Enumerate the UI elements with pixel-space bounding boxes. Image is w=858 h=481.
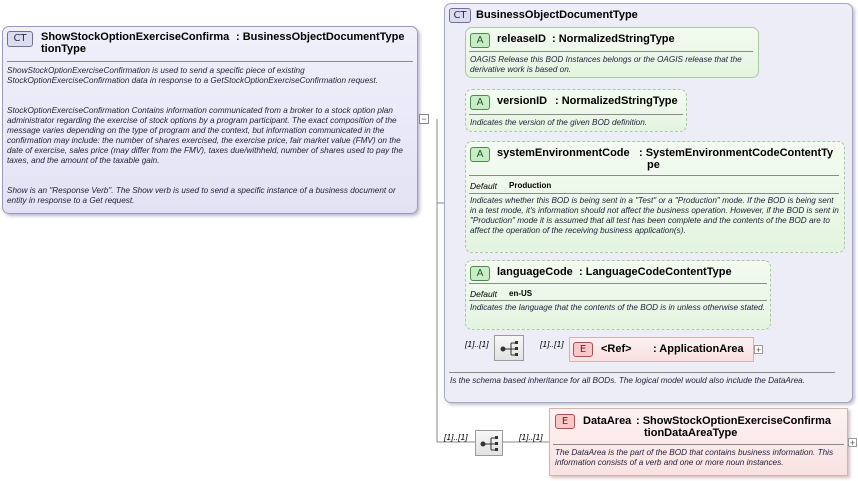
attribute-type-cont: pe xyxy=(647,159,660,171)
root-doc-3: Show is an "Response Verb". The Show verb is used to send a specific instance of a business document or entity in response to a Get request. xyxy=(7,186,396,205)
divider xyxy=(469,114,683,115)
attribute-icon: A xyxy=(470,266,490,281)
sequence-icon xyxy=(495,336,525,362)
default-label: Default xyxy=(470,181,497,191)
attribute-system-environment-code[interactable] xyxy=(465,141,845,253)
root-doc-1: ShowStockOptionExerciseConfirmation is used to send a specific piece of existing StockOptionExerciseConfirmation data in response to a GetStockOptionExerciseConfirmation request. xyxy=(7,66,378,85)
divider xyxy=(469,51,753,52)
attribute-name: releaseID xyxy=(497,33,546,45)
attribute-doc: Indicates the version of the given BOD definition. xyxy=(470,118,648,127)
attribute-icon: A xyxy=(470,147,490,162)
default-value: en-US xyxy=(509,289,533,298)
attribute-release-id[interactable] xyxy=(465,27,759,78)
element-multiplicity: [1]..[1] xyxy=(519,432,543,442)
element-ref: <Ref> xyxy=(601,343,632,355)
attribute-language-code[interactable] xyxy=(465,260,771,330)
attribute-doc: Indicates whether this BOD is being sent in a "Test" or a "Production" mode. If the BOD is being sent in a test mode, it's information should not affect the business operation. However, if the BOD is sent in "Production" mode it is assumed that all test has been complete and the contents of the BOD are to affect the operation of the receiving business application(s). xyxy=(470,196,839,235)
sequence-multiplicity: [1]..[1] xyxy=(465,339,489,349)
attribute-icon: A xyxy=(470,95,490,110)
divider xyxy=(469,283,767,284)
element-icon: E xyxy=(555,414,575,429)
element-application-area[interactable] xyxy=(569,337,754,362)
attribute-doc: OAGIS Release this BOD Instances belongs or the OAGIS release that the derivative work is based on. xyxy=(470,55,742,74)
element-type: : ApplicationArea xyxy=(653,343,744,355)
attribute-type: : NormalizedStringType xyxy=(555,95,678,107)
expand-toggle[interactable]: + xyxy=(755,345,762,355)
default-label: Default xyxy=(470,289,497,299)
complex-type-icon: CT xyxy=(7,31,33,47)
complex-type-icon: CT xyxy=(449,8,471,23)
attribute-type: : SystemEnvironmentCodeContentTy xyxy=(639,147,834,159)
divider xyxy=(469,300,767,301)
root-type-name-cont: tionType xyxy=(41,43,87,55)
root-type-box[interactable] xyxy=(2,26,418,214)
attribute-version-id[interactable] xyxy=(465,89,687,132)
divider xyxy=(7,61,413,62)
collapse-toggle[interactable]: − xyxy=(419,114,429,124)
sequence-compositor[interactable] xyxy=(494,335,524,361)
divider xyxy=(449,372,835,373)
root-doc-2: StockOptionExerciseConfirmation Contains information communicated from a broker to a stock option plan administrator regarding the exercise of stock options by a program participant. The exact composition of the message varies depending on the type of program and the context, but information communicated in the confirmation may include: the number of shares exercised, the exercise price, fair market value (FMV) on the date of exercise, sales price (may differ from the FMV), taxes due/withheld, number of shares used to pay the taxes, and the amount of the taxable gain. xyxy=(7,106,403,165)
attribute-icon: A xyxy=(470,33,490,48)
element-doc: The DataArea is the part of the BOD that contains business information. This information consists of a verb and one or more noun instances. xyxy=(555,448,834,467)
element-icon: E xyxy=(573,342,593,357)
attribute-name: languageCode xyxy=(497,266,573,278)
expand-toggle[interactable]: + xyxy=(849,438,856,448)
attribute-type: : NormalizedStringType xyxy=(552,33,675,45)
divider xyxy=(553,444,844,445)
attribute-name: systemEnvironmentCode xyxy=(497,147,630,159)
sequence-compositor[interactable] xyxy=(475,430,503,456)
divider xyxy=(469,193,839,194)
element-type: : ShowStockOptionExerciseConfirma xyxy=(636,415,831,427)
default-value: Production xyxy=(509,181,552,190)
attribute-name: versionID xyxy=(497,95,548,107)
element-type-cont: tionDataAreaType xyxy=(644,427,738,439)
element-name: DataArea xyxy=(583,415,632,427)
attribute-type: : LanguageCodeContentType xyxy=(579,266,732,278)
base-type-name: BusinessObjectDocumentType xyxy=(476,9,638,21)
attribute-doc: Indicates the language that the contents of the BOD is in unless otherwise stated. xyxy=(470,303,765,312)
sequence-multiplicity: [1]..[1] xyxy=(444,432,468,442)
element-multiplicity: [1]..[1] xyxy=(540,339,564,349)
element-data-area[interactable] xyxy=(549,408,848,476)
base-type-doc: Is the schema based inheritance for all BODs. The logical model would also include the DataArea. xyxy=(450,376,805,385)
divider xyxy=(469,175,839,176)
root-base-type: : BusinessObjectDocumentType xyxy=(236,31,405,43)
root-type-name: ShowStockOptionExerciseConfirma xyxy=(41,31,230,43)
sequence-icon xyxy=(476,431,504,457)
